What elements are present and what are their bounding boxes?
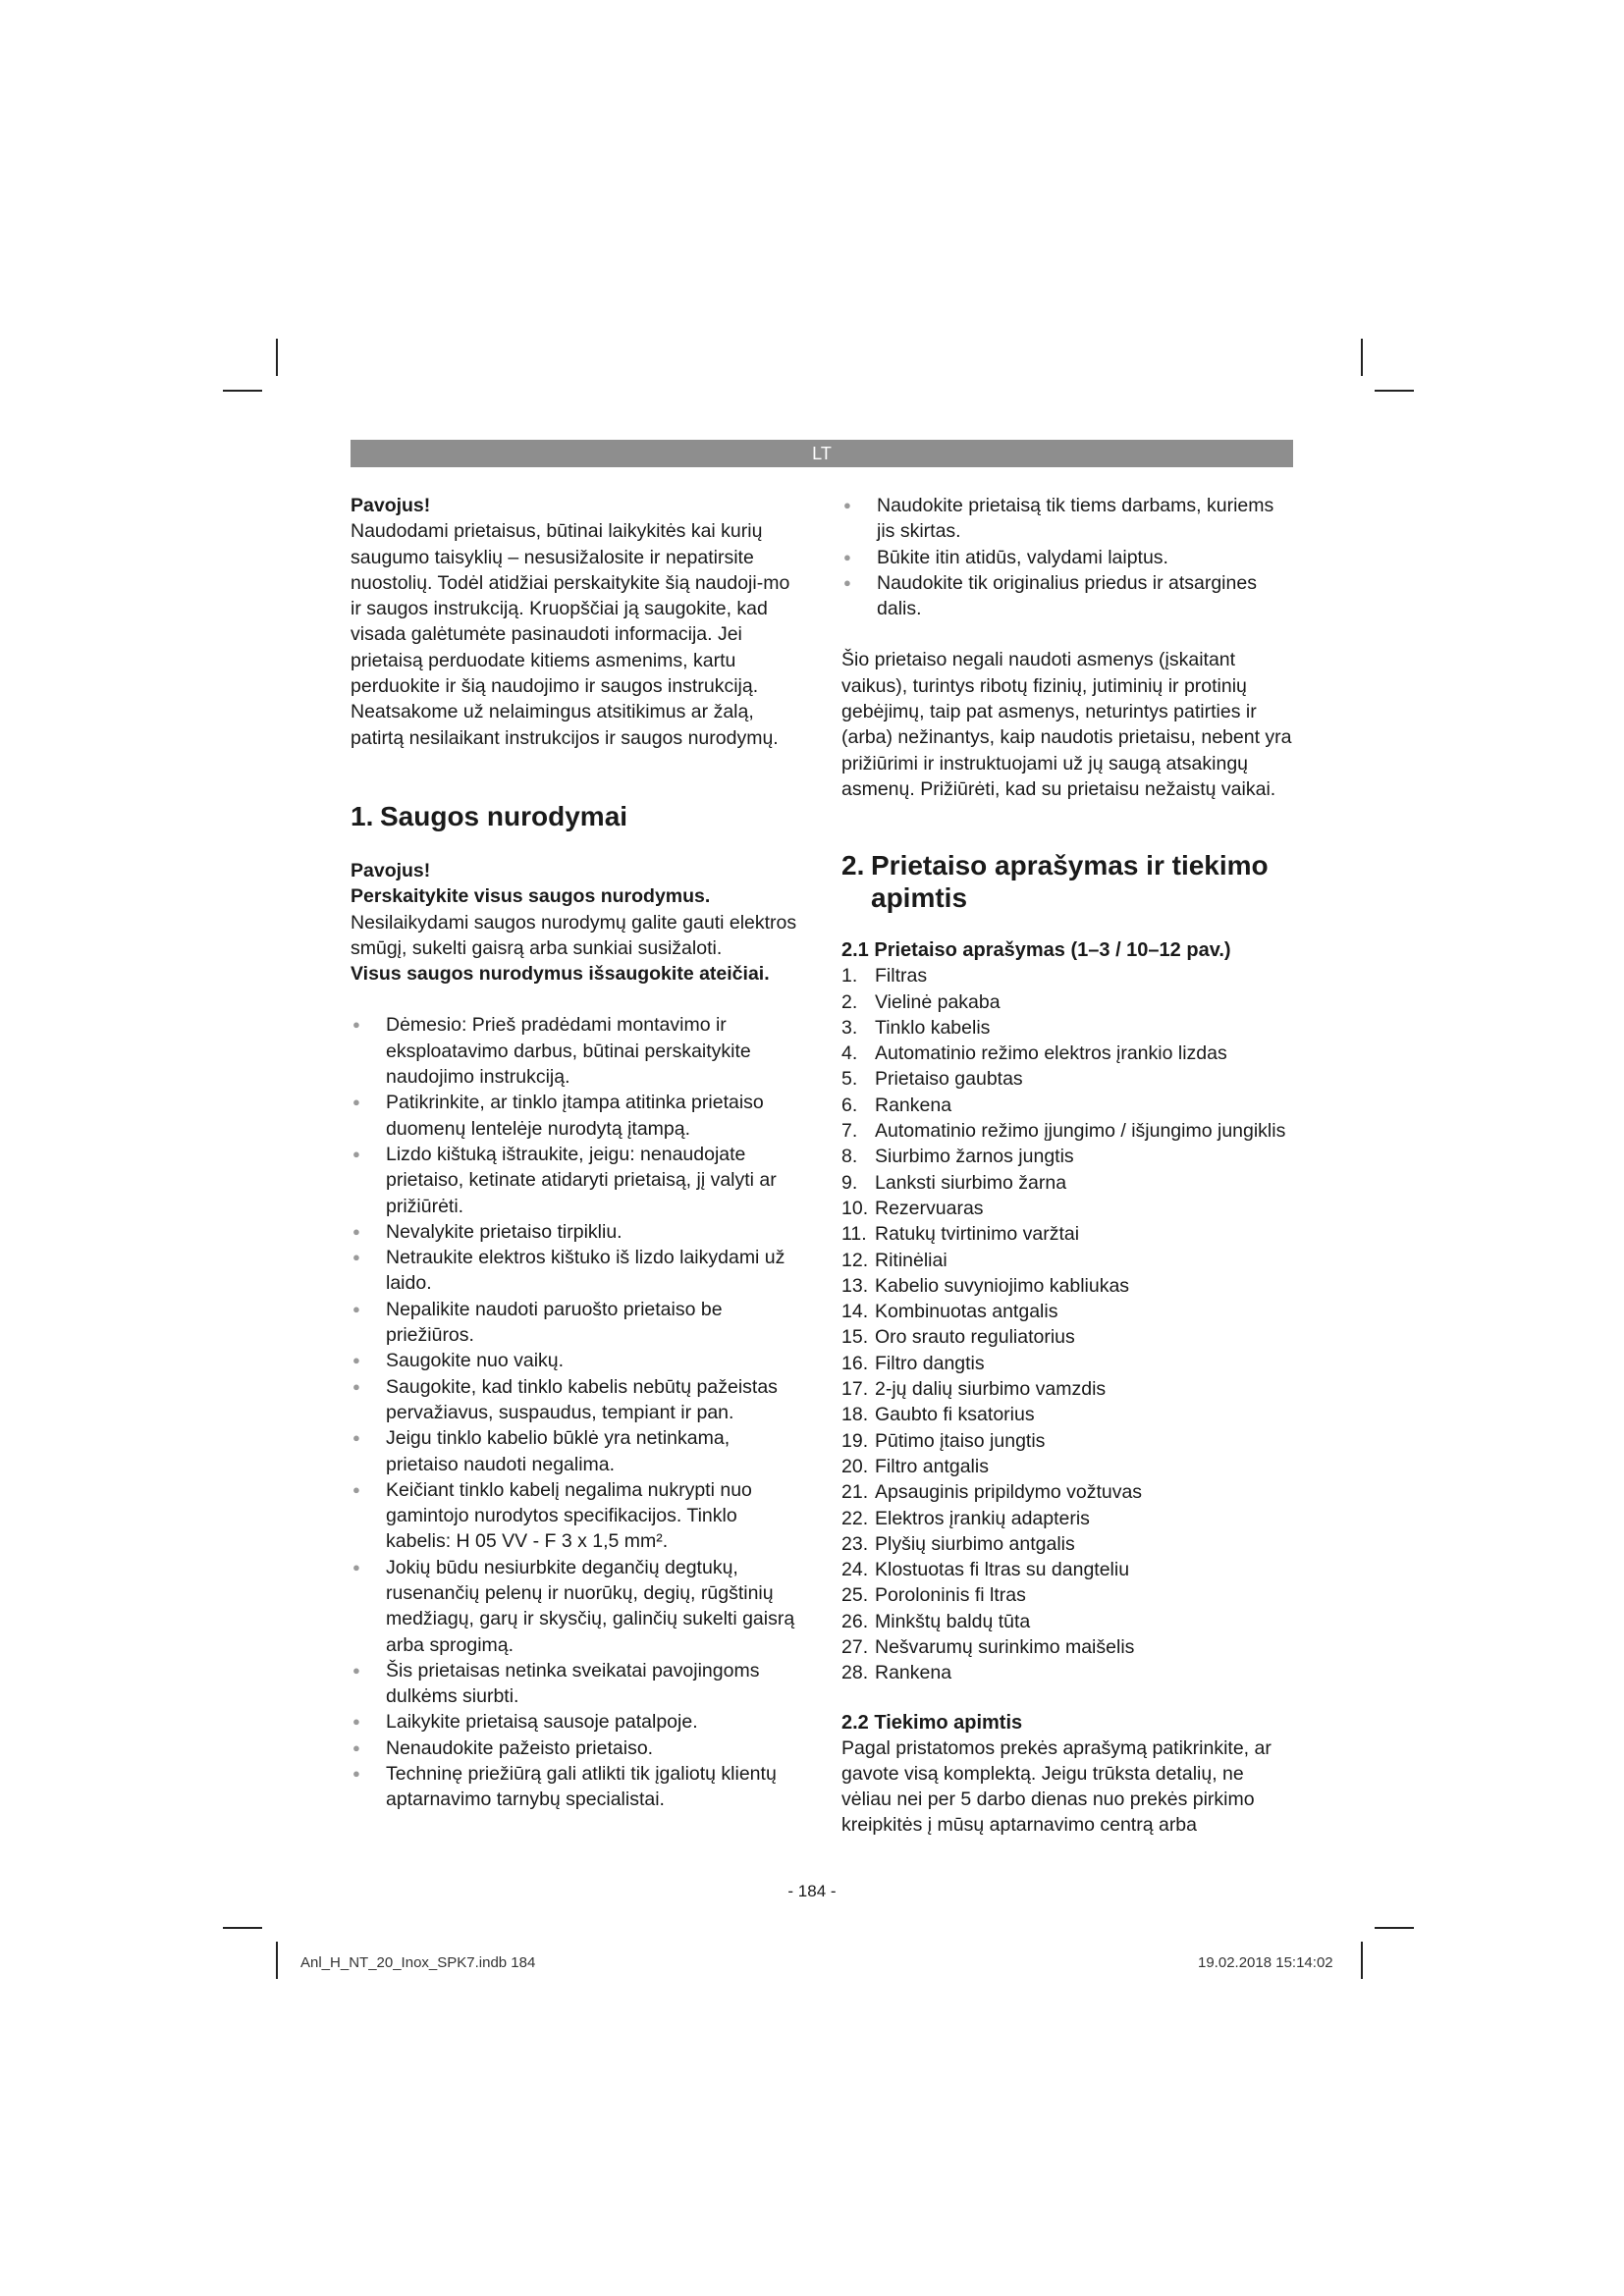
list-item: ● Būkite itin atidūs, valydami laiptus. bbox=[841, 545, 1293, 570]
read-instructions-rest: Nesilaikydami saugos nurodymų galite gauti elektros smūgį, sukelti gaisrą arba sunkiai susižaloti. bbox=[351, 911, 797, 959]
part-label: Prietaiso gaubtas bbox=[875, 1068, 1023, 1091]
part-number: 4. bbox=[841, 1042, 858, 1065]
list-item: ● Saugokite, kad tinklo kabelis nebūtų pažeistas pervažiavus, suspaudus, tempiant ir pan. bbox=[351, 1374, 802, 1426]
section-2-heading bbox=[841, 849, 1293, 914]
read-instructions-paragraph bbox=[351, 883, 802, 961]
list-item bbox=[841, 1582, 1293, 1608]
part-number: 7. bbox=[841, 1120, 858, 1143]
part-label: Poroloninis fi ltras bbox=[875, 1584, 1026, 1607]
footer-filename: Anl_H_NT_20_Inox_SPK7.indb 184 bbox=[300, 1954, 536, 1971]
list-item bbox=[841, 1144, 1293, 1169]
part-label: Nešvarumų surinkimo maišelis bbox=[875, 1635, 1135, 1658]
part-number: 19. bbox=[841, 1429, 869, 1452]
list-item bbox=[841, 1351, 1293, 1376]
list-item: ● Keičiant tinklo kabelį negalima nukrypti nuo gamintojo nurodytos specifikacijos. Tinklo kabelis: H 05 VV - F 3 x 1,5 mm². bbox=[351, 1477, 802, 1555]
subsection-2-2-title: 2.2 Tiekimo apimtis bbox=[841, 1711, 1023, 1734]
list-item: ● Naudokite tik originalius priedus ir atsargines dalis. bbox=[841, 570, 1293, 622]
section-2-number: 2. bbox=[841, 850, 865, 881]
part-label: Rankena bbox=[875, 1094, 952, 1116]
intro-paragraph: Naudodami prietaisus, būtinai laikykitės kai kurių saugumo taisyklių – nesusižalosite ir nepatirsite nuostolių. Todėl atidžiai perskaitykite šią naudoji-mo ir saugos instrukciją. Kruopščiai ją saugokite, kad visada galėtumėte pasinaudoti informacija. Jei prietaisą perduodate kitiems asmenims, kartu perduokite ir šią naudojimo ir saugos instrukciją. Neatsakome už nelaimingus atsitikimus ar žalą, patirtą nesilaikant instrukcijos ir saugos nurodymų. bbox=[351, 520, 790, 749]
part-label: Automatinio režimo įjungimo / išjungimo jungiklis bbox=[875, 1120, 1286, 1143]
usage-bullet-list bbox=[841, 493, 1293, 621]
part-number: 13. bbox=[841, 1274, 869, 1297]
list-item: ● Dėmesio: Prieš pradėdami montavimo ir eksploatavimo darbus, būtinai perskaitykite naudojimo instrukciją. bbox=[351, 1012, 802, 1090]
language-label: LT bbox=[812, 444, 832, 463]
section-1-heading bbox=[351, 800, 802, 832]
part-number: 10. bbox=[841, 1197, 869, 1219]
part-number: 25. bbox=[841, 1584, 869, 1607]
left-column bbox=[351, 493, 802, 1813]
part-label: Vielinė pakaba bbox=[875, 990, 1001, 1013]
list-item bbox=[841, 1248, 1293, 1273]
crop-mark bbox=[223, 390, 262, 392]
part-number: 11. bbox=[841, 1223, 867, 1246]
crop-mark bbox=[1361, 339, 1363, 376]
part-label: Ratukų tvirtinimo varžtai bbox=[875, 1223, 1080, 1246]
part-number: 17. bbox=[841, 1378, 869, 1401]
keep-instructions-note: Visus saugos nurodymus išsaugokite ateičiai. bbox=[351, 963, 770, 986]
part-label: Oro srauto reguliatorius bbox=[875, 1326, 1075, 1349]
subsection-2-1-title: 2.1 Prietaiso aprašymas (1–3 / 10–12 pav.) bbox=[841, 939, 1231, 962]
parts-list bbox=[841, 963, 1293, 1685]
part-number: 16. bbox=[841, 1352, 869, 1374]
section-2-title-line1: Prietaiso aprašymas ir tiekimo bbox=[871, 850, 1269, 881]
list-item bbox=[841, 1196, 1293, 1221]
list-item: ● Jeigu tinklo kabelio būklė yra netinkama, prietaiso naudoti negalima. bbox=[351, 1425, 802, 1477]
part-label: Apsauginis pripildymo vožtuvas bbox=[875, 1481, 1143, 1504]
list-item bbox=[841, 1324, 1293, 1350]
list-item: ● Techninę priežiūrą gali atlikti tik įgaliotų klientų aptarnavimo tarnybų specialistai. bbox=[351, 1761, 802, 1813]
part-label: Filtro antgalis bbox=[875, 1455, 989, 1477]
safety-bullet-list bbox=[351, 1012, 802, 1812]
part-number: 27. bbox=[841, 1635, 869, 1658]
list-item bbox=[841, 1479, 1293, 1505]
page-number: - 184 - bbox=[787, 1882, 837, 1900]
list-item bbox=[841, 1299, 1293, 1324]
part-number: 6. bbox=[841, 1094, 858, 1116]
part-label: Filtro dangtis bbox=[875, 1352, 985, 1374]
list-item bbox=[841, 1066, 1293, 1092]
list-item bbox=[841, 1041, 1293, 1066]
list-item bbox=[841, 1634, 1293, 1660]
part-number: 5. bbox=[841, 1068, 858, 1091]
list-item bbox=[841, 1015, 1293, 1041]
part-number: 1. bbox=[841, 965, 858, 988]
section-1-title: Saugos nurodymai bbox=[380, 800, 628, 831]
list-item bbox=[841, 1118, 1293, 1144]
part-number: 21. bbox=[841, 1481, 869, 1504]
part-number: 24. bbox=[841, 1559, 869, 1581]
crop-mark bbox=[223, 1927, 262, 1929]
part-number: 12. bbox=[841, 1249, 869, 1271]
section-2-title-line2: apimtis bbox=[871, 882, 968, 914]
section-1-warning-title: Pavojus! bbox=[351, 859, 431, 881]
part-number: 14. bbox=[841, 1301, 869, 1323]
crop-mark bbox=[1375, 1927, 1414, 1929]
list-item: ● Naudokite prietaisą tik tiems darbams, kuriems jis skirtas. bbox=[841, 493, 1293, 545]
list-item: ● Netraukite elektros kištuko iš lizdo laikydami už laido. bbox=[351, 1245, 802, 1297]
list-item bbox=[841, 1428, 1293, 1454]
crop-mark bbox=[1361, 1942, 1363, 1979]
persons-restriction-paragraph: Šio prietaiso negali naudoti asmenys (įskaitant vaikus), turintys ribotų fizinių, jutiminių ir protinių gebėjimų, taip pat asmenys, neturintys patirties ir (arba) nežinantys, kaip naudotis prietaisu, nebent yra prižiūrimi ir instruktuojami už jų saugą atsakingų asmenų. Prižiūrėti, kad su prietaisu nežaistų vaikai. bbox=[841, 649, 1292, 800]
list-item bbox=[841, 1660, 1293, 1685]
delivery-scope-paragraph: Pagal pristatomos prekės aprašymą patikrinkite, ar gavote visą komplektą. Jeigu trūksta detalių, ne vėliau nei per 5 darbo dienas nuo prekės pirkimo kreipkitės į mūsų aptarnavimo centrą arba bbox=[841, 1736, 1272, 1837]
list-item: ● Laikykite prietaisą sausoje patalpoje. bbox=[351, 1709, 802, 1735]
list-item bbox=[841, 1376, 1293, 1402]
list-item bbox=[841, 1454, 1293, 1479]
footer-timestamp: 19.02.2018 15:14:02 bbox=[1198, 1954, 1333, 1971]
part-number: 28. bbox=[841, 1662, 869, 1684]
list-item bbox=[841, 1170, 1293, 1196]
part-label: Kombinuotas antgalis bbox=[875, 1301, 1058, 1323]
part-label: Ritinėliai bbox=[875, 1249, 947, 1271]
list-item bbox=[841, 1557, 1293, 1582]
part-number: 15. bbox=[841, 1326, 869, 1349]
list-item: ● Nevalykite prietaiso tirpikliu. bbox=[351, 1219, 802, 1245]
part-label: Lanksti siurbimo žarna bbox=[875, 1171, 1067, 1194]
part-label: Filtras bbox=[875, 965, 928, 988]
part-label: Automatinio režimo elektros įrankio lizdas bbox=[875, 1042, 1227, 1065]
part-number: 22. bbox=[841, 1507, 869, 1529]
part-label: Kabelio suvyniojimo kabliukas bbox=[875, 1274, 1130, 1297]
list-item bbox=[841, 1506, 1293, 1531]
list-item: ● Nepalikite naudoti paruošto prietaiso be priežiūros. bbox=[351, 1297, 802, 1349]
part-number: 8. bbox=[841, 1146, 858, 1168]
section-1-number: 1. bbox=[351, 800, 374, 831]
part-number: 9. bbox=[841, 1171, 858, 1194]
language-header-bar bbox=[351, 440, 1293, 467]
list-item: ● Šis prietaisas netinka sveikatai pavojingoms dulkėms siurbti. bbox=[351, 1658, 802, 1710]
part-label: Minkštų baldų tūta bbox=[875, 1610, 1031, 1632]
part-label: Siurbimo žarnos jungtis bbox=[875, 1146, 1074, 1168]
list-item bbox=[841, 1221, 1293, 1247]
part-number: 20. bbox=[841, 1455, 869, 1477]
list-item: ● Lizdo kištuką ištraukite, jeigu: nenaudojate prietaiso, ketinate atidaryti prietaisą, jį valyti ar prižiūrėti. bbox=[351, 1142, 802, 1219]
part-label: Klostuotas fi ltras su dangteliu bbox=[875, 1559, 1130, 1581]
part-label: Rankena bbox=[875, 1662, 952, 1684]
part-label: Rezervuaras bbox=[875, 1197, 984, 1219]
right-column bbox=[841, 493, 1293, 1839]
list-item bbox=[841, 963, 1293, 988]
list-item bbox=[841, 1093, 1293, 1118]
list-item: ● Nenaudokite pažeisto prietaiso. bbox=[351, 1735, 802, 1761]
list-item bbox=[841, 1273, 1293, 1299]
part-number: 26. bbox=[841, 1610, 869, 1632]
part-label: Gaubto fi ksatorius bbox=[875, 1404, 1035, 1426]
part-number: 3. bbox=[841, 1016, 858, 1039]
list-item: ● Saugokite nuo vaikų. bbox=[351, 1348, 802, 1373]
part-number: 18. bbox=[841, 1404, 869, 1426]
part-label: Elektros įrankių adapteris bbox=[875, 1507, 1090, 1529]
part-label: Plyšių siurbimo antgalis bbox=[875, 1532, 1075, 1555]
list-item: ● Patikrinkite, ar tinklo įtampa atitinka prietaiso duomenų lentelėje nurodytą įtampą. bbox=[351, 1090, 802, 1142]
part-label: 2-jų dalių siurbimo vamzdis bbox=[875, 1378, 1107, 1401]
list-item bbox=[841, 989, 1293, 1015]
part-label: Tinklo kabelis bbox=[875, 1016, 991, 1039]
intro-warning-title: Pavojus! bbox=[351, 495, 431, 516]
crop-mark bbox=[276, 1942, 278, 1979]
list-item bbox=[841, 1402, 1293, 1427]
read-instructions-bold: Perskaitykite visus saugos nurodymus. bbox=[351, 885, 711, 908]
list-item: ● Jokių būdu nesiurbkite degančių degtukų, rusenančių pelenų ir nuorūkų, degių, rūgštinių medžiagų, garų ir skysčių, galinčių sukelti gaisrą arba sprogimą. bbox=[351, 1555, 802, 1658]
crop-mark bbox=[1375, 390, 1414, 392]
list-item bbox=[841, 1531, 1293, 1557]
part-number: 2. bbox=[841, 990, 858, 1013]
crop-mark bbox=[276, 339, 278, 376]
part-label: Pūtimo įtaiso jungtis bbox=[875, 1429, 1046, 1452]
list-item bbox=[841, 1609, 1293, 1634]
part-number: 23. bbox=[841, 1532, 869, 1555]
